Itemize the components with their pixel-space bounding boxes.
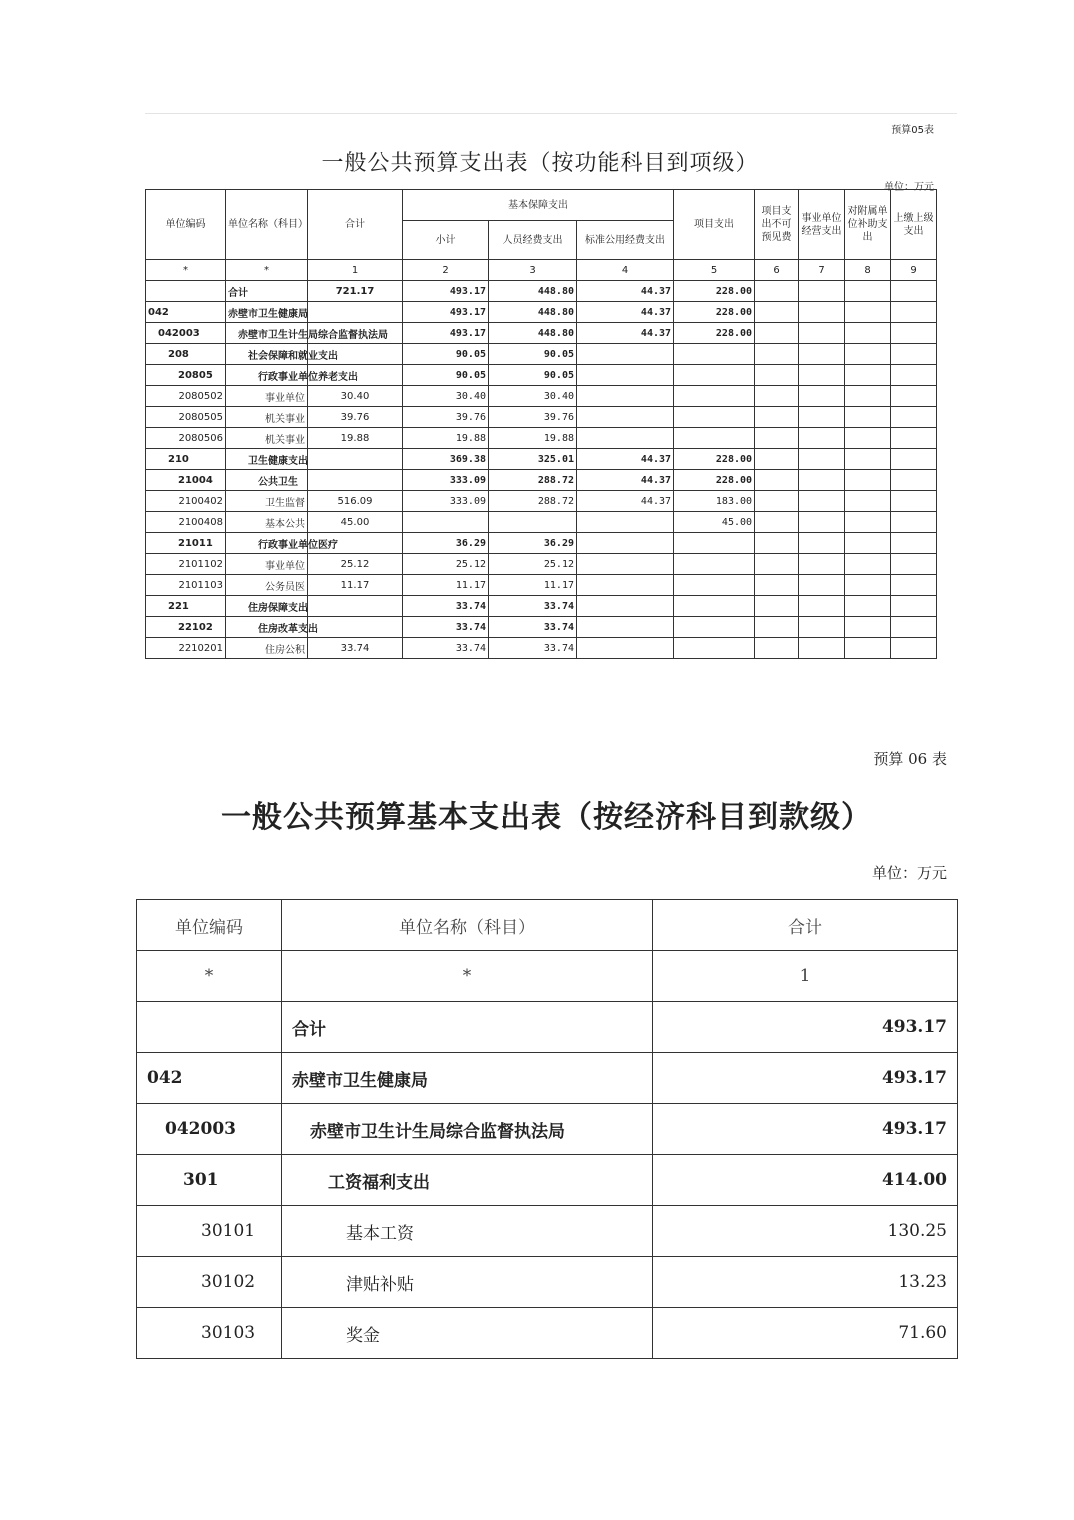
code-cell: 21004 [146, 470, 226, 491]
subtotal-cell: 90.05 [403, 344, 489, 365]
name-cell: 住房公积 [226, 638, 308, 659]
code-cell: 21011 [146, 533, 226, 554]
total-cell: 19.88 [308, 428, 403, 449]
empty-cell [891, 365, 937, 386]
empty-cell [891, 344, 937, 365]
empty-cell [891, 491, 937, 512]
name-cell: 基本工资 [282, 1206, 653, 1257]
public-cell [577, 575, 674, 596]
personnel-cell: 11.17 [489, 575, 577, 596]
index-cell: * [137, 951, 282, 1002]
public-cell [577, 365, 674, 386]
empty-cell [845, 428, 891, 449]
public-cell [577, 512, 674, 533]
personnel-cell: 33.74 [489, 596, 577, 617]
empty-cell [799, 596, 845, 617]
name-cell: 基本公共 [226, 512, 308, 533]
table-row [146, 491, 937, 512]
total-cell: 130.25 [653, 1206, 958, 1257]
code-cell: 2101103 [146, 575, 226, 596]
name-cell: 公务员医 [226, 575, 308, 596]
empty-cell [799, 449, 845, 470]
code-cell: 2100402 [146, 491, 226, 512]
table-row [146, 575, 937, 596]
project-cell: 228.00 [674, 449, 755, 470]
name-cell: 赤壁市卫生健康局 [226, 302, 308, 323]
empty-cell [799, 575, 845, 596]
table-row [146, 533, 937, 554]
empty-cell [755, 617, 799, 638]
empty-cell [891, 302, 937, 323]
name-cell: 卫生监督 [226, 491, 308, 512]
table-row [137, 1257, 958, 1308]
name-cell: 奖金 [282, 1308, 653, 1359]
project-cell [674, 386, 755, 407]
empty-cell [755, 470, 799, 491]
personnel-cell: 288.72 [489, 470, 577, 491]
subtotal-cell: 30.40 [403, 386, 489, 407]
table1-unit: 单位：万元 [884, 182, 934, 193]
total-cell: 493.17 [653, 1002, 958, 1053]
t2-col-total-header: 合计 [653, 900, 958, 951]
empty-cell [799, 365, 845, 386]
public-cell [577, 386, 674, 407]
table1-function-expenditure [145, 189, 937, 659]
project-cell [674, 554, 755, 575]
index-cell: 7 [799, 260, 845, 281]
public-cell: 44.37 [577, 491, 674, 512]
personnel-cell: 39.76 [489, 407, 577, 428]
public-cell [577, 596, 674, 617]
table-row [146, 302, 937, 323]
empty-cell [799, 617, 845, 638]
empty-cell [755, 407, 799, 428]
table1-title: 一般公共预算支出表（按功能科目到项级） [321, 151, 759, 176]
total-cell [308, 302, 403, 323]
code-cell: 2101102 [146, 554, 226, 575]
col-business-header: 事业单位经营支出 [799, 190, 845, 260]
empty-cell [755, 596, 799, 617]
empty-cell [891, 428, 937, 449]
empty-cell [755, 512, 799, 533]
subtotal-cell: 333.09 [403, 491, 489, 512]
index-cell: 9 [891, 260, 937, 281]
subtotal-cell: 39.76 [403, 407, 489, 428]
table1-number: 预算05表 [891, 125, 934, 136]
total-cell [308, 449, 403, 470]
name-cell: 赤壁市卫生计生局综合监督执法局 [226, 323, 308, 344]
table-row [146, 281, 937, 302]
public-cell [577, 344, 674, 365]
code-cell: 221 [146, 596, 226, 617]
total-cell [308, 470, 403, 491]
name-cell: 机关事业 [226, 407, 308, 428]
empty-cell [845, 407, 891, 428]
table-row [137, 1053, 958, 1104]
col-unforeseen-header: 项目支出不可预见费 [755, 190, 799, 260]
empty-cell [755, 491, 799, 512]
total-cell: 516.09 [308, 491, 403, 512]
public-cell [577, 554, 674, 575]
code-cell: 210 [146, 449, 226, 470]
empty-cell [845, 302, 891, 323]
table2-title: 一般公共预算基本支出表（按经济科目到款级） [221, 800, 872, 835]
col-code-header: 单位编码 [146, 190, 226, 260]
code-cell: 30103 [137, 1308, 282, 1359]
index-cell: 1 [308, 260, 403, 281]
public-cell: 44.37 [577, 281, 674, 302]
empty-cell [799, 302, 845, 323]
name-cell: 住房保障支出 [226, 596, 308, 617]
total-cell: 11.17 [308, 575, 403, 596]
empty-cell [845, 596, 891, 617]
empty-cell [799, 281, 845, 302]
personnel-cell: 36.29 [489, 533, 577, 554]
project-cell [674, 533, 755, 554]
empty-cell [891, 638, 937, 659]
empty-cell [891, 554, 937, 575]
code-cell: 208 [146, 344, 226, 365]
index-row [137, 951, 958, 1002]
public-cell [577, 428, 674, 449]
empty-cell [891, 596, 937, 617]
total-cell: 33.74 [308, 638, 403, 659]
empty-cell [755, 344, 799, 365]
name-cell: 住房改革支出 [226, 617, 308, 638]
code-cell: 042003 [137, 1104, 282, 1155]
empty-cell [755, 365, 799, 386]
col-name-header: 单位名称（科目） [226, 190, 308, 260]
empty-cell [755, 554, 799, 575]
col-basic-header: 基本保障支出 [403, 190, 674, 221]
code-cell: 042 [146, 302, 226, 323]
empty-cell [799, 554, 845, 575]
col-total-header: 合计 [308, 190, 403, 260]
index-cell: * [226, 260, 308, 281]
empty-cell [891, 617, 937, 638]
table2-number: 预算 06 表 [873, 750, 947, 768]
table2-body [137, 951, 958, 1359]
project-cell: 228.00 [674, 302, 755, 323]
project-cell [674, 428, 755, 449]
code-cell: 2080505 [146, 407, 226, 428]
total-cell [308, 596, 403, 617]
total-cell: 13.23 [653, 1257, 958, 1308]
empty-cell [891, 512, 937, 533]
empty-cell [845, 491, 891, 512]
subtotal-cell: 33.74 [403, 617, 489, 638]
personnel-cell: 448.80 [489, 281, 577, 302]
empty-cell [891, 386, 937, 407]
col-upper-header: 上缴上级支出 [891, 190, 937, 260]
project-cell: 228.00 [674, 470, 755, 491]
total-cell: 414.00 [653, 1155, 958, 1206]
personnel-cell: 90.05 [489, 365, 577, 386]
table-row [146, 365, 937, 386]
empty-cell [799, 533, 845, 554]
table-row [146, 449, 937, 470]
code-cell: 2100408 [146, 512, 226, 533]
index-cell: 8 [845, 260, 891, 281]
empty-cell [755, 428, 799, 449]
code-cell: 2080502 [146, 386, 226, 407]
empty-cell [755, 449, 799, 470]
subtotal-cell: 33.74 [403, 638, 489, 659]
empty-cell [755, 386, 799, 407]
subtotal-cell: 36.29 [403, 533, 489, 554]
subtotal-cell: 493.17 [403, 302, 489, 323]
index-cell: 3 [489, 260, 577, 281]
index-row [146, 260, 937, 281]
table2-unit: 单位：万元 [871, 864, 947, 882]
table1-body [146, 260, 937, 659]
empty-cell [799, 323, 845, 344]
subtotal-cell: 90.05 [403, 365, 489, 386]
index-cell: 2 [403, 260, 489, 281]
project-cell: 228.00 [674, 281, 755, 302]
index-cell: 5 [674, 260, 755, 281]
personnel-cell: 30.40 [489, 386, 577, 407]
empty-cell [799, 470, 845, 491]
t2-col-code-header: 单位编码 [137, 900, 282, 951]
table-row [146, 407, 937, 428]
total-cell: 721.17 [308, 281, 403, 302]
table-row [146, 512, 937, 533]
subtotal-cell: 33.74 [403, 596, 489, 617]
project-cell [674, 365, 755, 386]
total-cell: 71.60 [653, 1308, 958, 1359]
empty-cell [755, 638, 799, 659]
table-row [137, 1002, 958, 1053]
subtotal-cell: 493.17 [403, 281, 489, 302]
name-cell: 公共卫生 [226, 470, 308, 491]
table-row [146, 596, 937, 617]
index-cell: 6 [755, 260, 799, 281]
name-cell: 合计 [282, 1002, 653, 1053]
personnel-cell: 33.74 [489, 638, 577, 659]
public-cell: 44.37 [577, 323, 674, 344]
col-subtotal-header: 小计 [403, 221, 489, 260]
total-cell: 25.12 [308, 554, 403, 575]
subtotal-cell: 369.38 [403, 449, 489, 470]
public-cell [577, 407, 674, 428]
public-cell [577, 638, 674, 659]
name-cell: 行政事业单位养老支出 [226, 365, 308, 386]
empty-cell [845, 470, 891, 491]
name-cell: 事业单位 [226, 386, 308, 407]
empty-cell [845, 449, 891, 470]
empty-cell [755, 323, 799, 344]
code-cell [146, 281, 226, 302]
empty-cell [799, 428, 845, 449]
empty-cell [845, 386, 891, 407]
total-cell [308, 617, 403, 638]
project-cell [674, 638, 755, 659]
public-cell [577, 533, 674, 554]
public-cell: 44.37 [577, 449, 674, 470]
empty-cell [845, 365, 891, 386]
public-cell [577, 617, 674, 638]
name-cell: 社会保障和就业支出 [226, 344, 308, 365]
project-cell [674, 575, 755, 596]
empty-cell [755, 533, 799, 554]
public-cell: 44.37 [577, 302, 674, 323]
empty-cell [755, 575, 799, 596]
empty-cell [799, 491, 845, 512]
index-cell: * [282, 951, 653, 1002]
empty-cell [845, 554, 891, 575]
code-cell: 042003 [146, 323, 226, 344]
empty-cell [891, 449, 937, 470]
total-cell: 493.17 [653, 1053, 958, 1104]
empty-cell [755, 302, 799, 323]
name-cell: 赤壁市卫生健康局 [282, 1053, 653, 1104]
table-row [146, 386, 937, 407]
code-cell: 30102 [137, 1257, 282, 1308]
project-cell [674, 596, 755, 617]
table-row [146, 638, 937, 659]
code-cell: 30101 [137, 1206, 282, 1257]
subtotal-cell: 333.09 [403, 470, 489, 491]
col-project-header: 项目支出 [674, 190, 755, 260]
name-cell: 工资福利支出 [282, 1155, 653, 1206]
project-cell [674, 617, 755, 638]
project-cell: 183.00 [674, 491, 755, 512]
empty-cell [799, 344, 845, 365]
name-cell: 事业单位 [226, 554, 308, 575]
code-cell: 301 [137, 1155, 282, 1206]
total-cell: 493.17 [653, 1104, 958, 1155]
total-cell: 39.76 [308, 407, 403, 428]
code-cell: 2080506 [146, 428, 226, 449]
index-cell: 4 [577, 260, 674, 281]
empty-cell [845, 638, 891, 659]
table-row [137, 1308, 958, 1359]
personnel-cell: 288.72 [489, 491, 577, 512]
empty-cell [845, 512, 891, 533]
table-row [137, 1104, 958, 1155]
empty-cell [845, 575, 891, 596]
table-row [146, 323, 937, 344]
table-row [146, 617, 937, 638]
personnel-cell: 33.74 [489, 617, 577, 638]
personnel-cell: 90.05 [489, 344, 577, 365]
public-cell: 44.37 [577, 470, 674, 491]
personnel-cell: 19.88 [489, 428, 577, 449]
project-cell [674, 407, 755, 428]
empty-cell [799, 638, 845, 659]
project-cell: 45.00 [674, 512, 755, 533]
table-row [137, 1155, 958, 1206]
subtotal-cell [403, 512, 489, 533]
empty-cell [799, 407, 845, 428]
empty-cell [891, 470, 937, 491]
t2-col-name-header: 单位名称（科目） [282, 900, 653, 951]
subtotal-cell: 493.17 [403, 323, 489, 344]
personnel-cell: 448.80 [489, 302, 577, 323]
empty-cell [845, 533, 891, 554]
subtotal-cell: 11.17 [403, 575, 489, 596]
name-cell: 合计 [226, 281, 308, 302]
col-public-header: 标准公用经费支出 [577, 221, 674, 260]
page-top-rule [145, 113, 957, 114]
empty-cell [799, 386, 845, 407]
table2-economic-expenditure [136, 899, 958, 1359]
empty-cell [891, 407, 937, 428]
empty-cell [755, 281, 799, 302]
col-subsidy-header: 对附属单位补助支出 [845, 190, 891, 260]
subtotal-cell: 25.12 [403, 554, 489, 575]
personnel-cell: 448.80 [489, 323, 577, 344]
empty-cell [845, 617, 891, 638]
personnel-cell: 25.12 [489, 554, 577, 575]
total-cell: 30.40 [308, 386, 403, 407]
table-row [137, 1206, 958, 1257]
empty-cell [845, 344, 891, 365]
name-cell: 赤壁市卫生计生局综合监督执法局 [282, 1104, 653, 1155]
empty-cell [891, 575, 937, 596]
table-row [146, 470, 937, 491]
empty-cell [891, 323, 937, 344]
index-cell: 1 [653, 951, 958, 1002]
personnel-cell: 325.01 [489, 449, 577, 470]
empty-cell [891, 533, 937, 554]
empty-cell [799, 512, 845, 533]
table-row [146, 428, 937, 449]
empty-cell [845, 323, 891, 344]
code-cell: 22102 [146, 617, 226, 638]
total-cell: 45.00 [308, 512, 403, 533]
index-cell: * [146, 260, 226, 281]
table-row [146, 344, 937, 365]
name-cell: 津贴补贴 [282, 1257, 653, 1308]
empty-cell [845, 281, 891, 302]
table-row [146, 554, 937, 575]
personnel-cell [489, 512, 577, 533]
code-cell: 20805 [146, 365, 226, 386]
col-personnel-header: 人员经费支出 [489, 221, 577, 260]
name-cell: 机关事业 [226, 428, 308, 449]
project-cell: 228.00 [674, 323, 755, 344]
project-cell [674, 344, 755, 365]
name-cell: 行政事业单位医疗 [226, 533, 308, 554]
subtotal-cell: 19.88 [403, 428, 489, 449]
empty-cell [891, 281, 937, 302]
code-cell: 2210201 [146, 638, 226, 659]
code-cell: 042 [137, 1053, 282, 1104]
code-cell [137, 1002, 282, 1053]
name-cell: 卫生健康支出 [226, 449, 308, 470]
